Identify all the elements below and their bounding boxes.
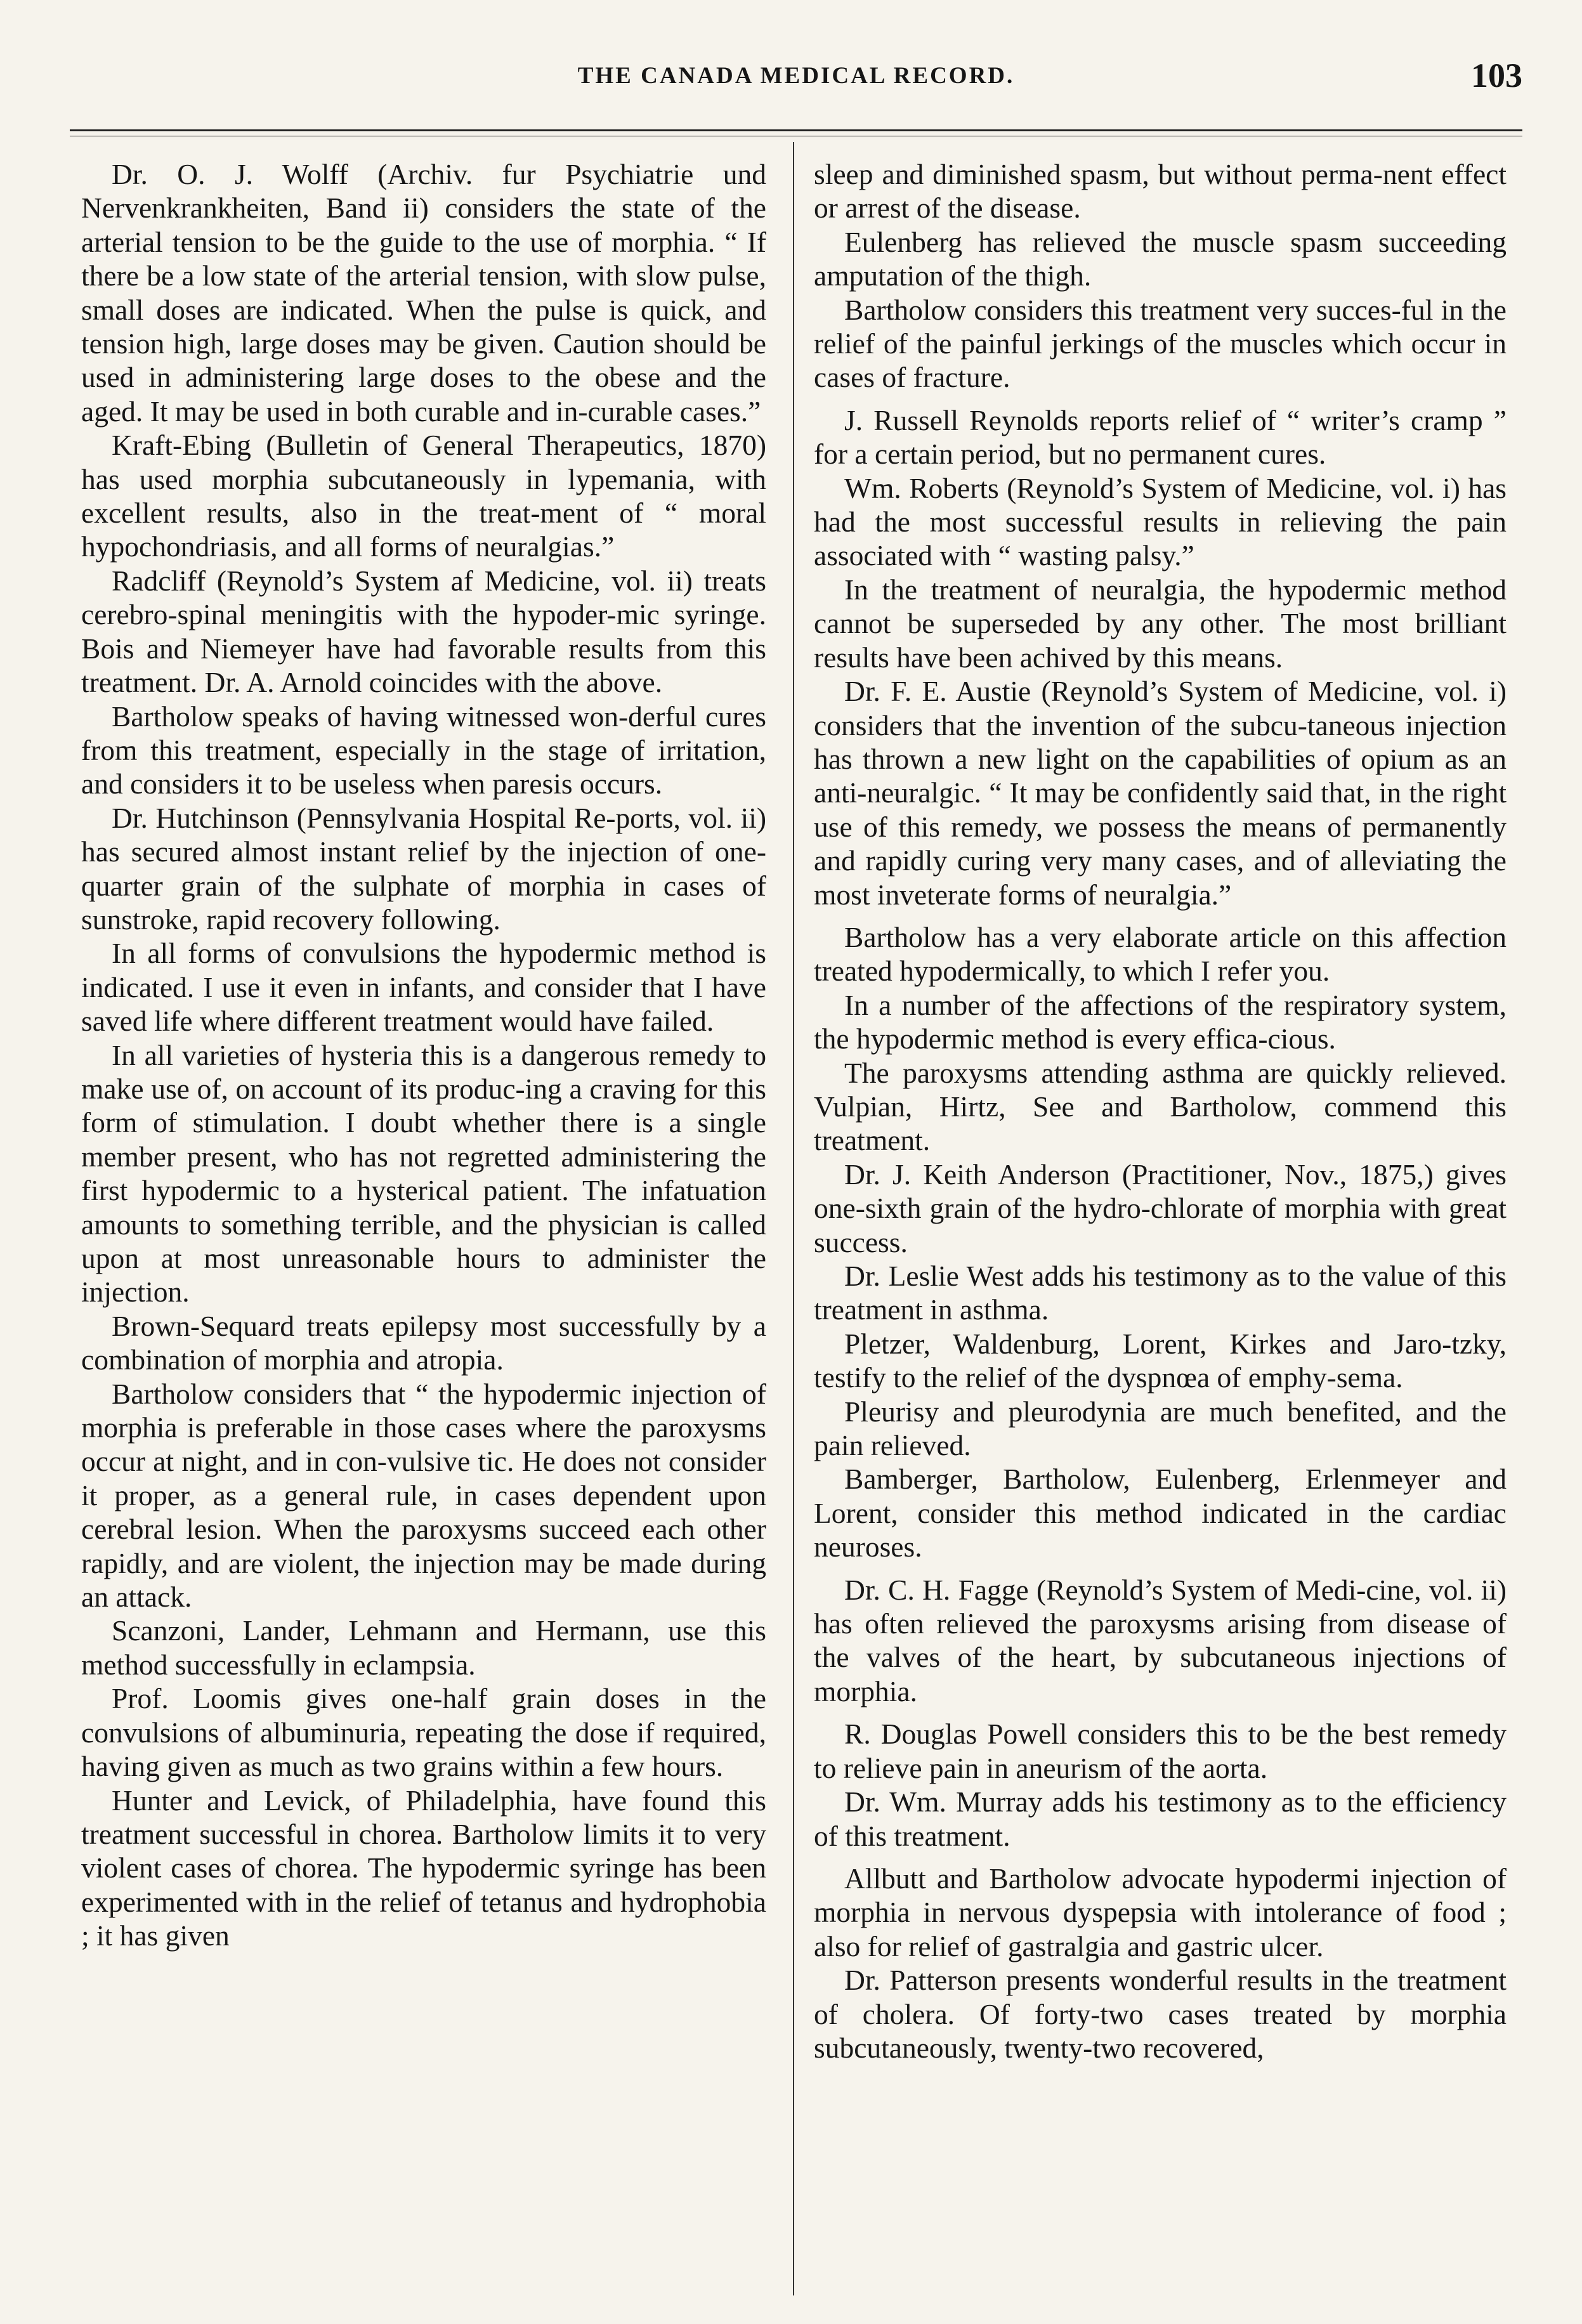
column-divider (793, 142, 794, 2295)
header-rule (70, 129, 1522, 131)
running-title: THE CANADA MEDICAL RECORD. (577, 63, 1015, 89)
paragraph: Dr. C. H. Fagge (Reynold’s System of Medi-cine, vol. ii) has often relieved the paroxysms arising from disease of the valves of the heart, by subcutaneous injections of morphia. (814, 1573, 1507, 1707)
paragraph: Wm. Roberts (Reynold’s System of Medicine, vol. i) has had the most successful results in relieving the pain associated with “ wasting palsy.” (814, 471, 1507, 572)
paragraph: Dr. Patterson presents wonderful results in the treatment of cholera. Of forty-two cases treated by morphia subcutaneously, twenty-two recovered, (814, 1964, 1507, 2064)
paragraph: Bamberger, Bartholow, Eulenberg, Erlenmeyer and Lorent, consider this method indicated in the cardiac neuroses. (814, 1463, 1507, 1563)
paragraph: Bartholow speaks of having witnessed won-derful cures from this treatment, especially in the stage of irritation, and considers it to be useless when paresis occurs. (81, 700, 766, 800)
paragraph: Scanzoni, Lander, Lehmann and Hermann, use this method successfully in eclampsia. (81, 1614, 766, 1681)
paragraph: In the treatment of neuralgia, the hypodermic method cannot be superseded by any other. The most brilliant results have been achived by this means. (814, 573, 1507, 674)
paragraph: Dr. O. J. Wolff (Archiv. fur Psychiatrie und Nervenkrankheiten, Band ii) considers the state of the arterial tension to be the guide to the use of morphia. “ If there be a low state of the arterial tension, with slow pulse, small doses are indicated. When the pulse is quick, and tension high, large doses may be given. Caution should be used in administering large doses to the obese and the aged. It may be used in both curable and in-curable cases.” (81, 158, 766, 428)
paragraph: R. Douglas Powell considers this to be the best remedy to relieve pain in aneurism of the aorta. (814, 1718, 1507, 1784)
paragraph: Kraft-Ebing (Bulletin of General Therapeutics, 1870) has used morphia subcutaneously in lypemania, with excellent results, also in the treat-ment of “ moral hypochondriasis, and all forms of neuralgias.” (81, 429, 766, 563)
paragraph: Dr. Hutchinson (Pennsylvania Hospital Re-ports, vol. ii) has secured almost instant relief by the injection of one-quarter grain of the sulphate of morphia in cases of sunstroke, rapid recovery following. (81, 801, 766, 936)
paragraph: Hunter and Levick, of Philadelphia, have found this treatment successful in chorea. Bartholow limits it to very violent cases of chorea. The hypodermic syringe has been experimented with in the relief of tetanus and hydrophobia ; it has given (81, 1784, 766, 1952)
paragraph: Prof. Loomis gives one-half grain doses in the convulsions of albuminuria, repeating the dose if required, having given as much as two grains within a few hours. (81, 1682, 766, 1783)
paragraph: sleep and diminished spasm, but without perma-nent effect or arrest of the disease. (814, 158, 1507, 225)
paragraph: Bartholow has a very elaborate article on this affection treated hypodermically, to which I refer you. (814, 920, 1507, 988)
paragraph: Bartholow considers this treatment very succes-ful in the relief of the painful jerkings of the muscles which occur in cases of fracture. (814, 293, 1507, 394)
paragraph: Dr. J. Keith Anderson (Practitioner, Nov., 1875,) gives one-sixth grain of the hydro-chlorate of morphia with great success. (814, 1158, 1507, 1258)
paragraph: In a number of the affections of the respiratory system, the hypodermic method is every effica-cious. (814, 988, 1507, 1055)
paragraph: Radcliff (Reynold’s System af Medicine, vol. ii) treats cerebro-spinal meningitis with the hypoder-mic syringe. Bois and Niemeyer have had favorable results from this treatment. Dr. A. Arnold coincides with the above. (81, 564, 766, 699)
paragraph: Bartholow considers that “ the hypodermic injection of morphia is preferable in those cases where the paroxysms occur at night, and in con-vulsive tic. He does not consider it proper, as a general rule, in cases dependent upon cerebral lesion. When the paroxysms succeed each other rapidly, and are violent, the injection may be made during an attack. (81, 1377, 766, 1614)
paragraph: Dr. Leslie West adds his testimony as to the value of this treatment in asthma. (814, 1260, 1507, 1326)
paragraph: Pleurisy and pleurodynia are much benefited, and the pain relieved. (814, 1395, 1507, 1462)
paragraph: Pletzer, Waldenburg, Lorent, Kirkes and Jaro-tzky, testify to the relief of the dyspnœa of emphy-sema. (814, 1327, 1507, 1394)
paragraph: In all forms of convulsions the hypodermic method is indicated. I use it even in infants, and consider that I have saved life where different treatment would have failed. (81, 937, 766, 1038)
paragraph: Dr. F. E. Austie (Reynold’s System of Medicine, vol. i) considers that the invention of the subcu-taneous injection has thrown a new light on the capabilities of opium as an anti-neuralgic. “ It may be confidently said that, in the right use of this remedy, we possess the means of permanently and rapidly curing very many cases, and of alleviating the most inveterate forms of neuralgia.” (814, 675, 1507, 911)
paragraph: Dr. Wm. Murray adds his testimony as to the efficiency of this treatment. (814, 1785, 1507, 1852)
paragraph: J. Russell Reynolds reports relief of “ writer’s cramp ” for a certain period, but no permanent cures. (814, 403, 1507, 471)
paragraph: In all varieties of hysteria this is a dangerous remedy to make use of, on account of its produc-ing a craving for this form of stimulation. I doubt whether there is a single member present, who has not regretted administering the first hypodermic to a hysterical patient. The infatuation amounts to something terrible, and the physician is called upon at most unreasonable hours to administer the injection. (81, 1038, 766, 1309)
page-number: 103 (1471, 56, 1522, 95)
paragraph: Allbutt and Bartholow advocate hypodermi injection of morphia in nervous dyspepsia with intolerance of food ; also for relief of gastralgia and gastric ulcer. (814, 1862, 1507, 1962)
paragraph: The paroxysms attending asthma are quickly relieved. Vulpian, Hirtz, See and Bartholow, commend this treatment. (814, 1056, 1507, 1157)
left-column (81, 157, 766, 2308)
paragraph: Brown-Sequard treats epilepsy most successfully by a combination of morphia and atropia. (81, 1309, 766, 1376)
right-column (814, 157, 1507, 2308)
paragraph: Eulenberg has relieved the muscle spasm succeeding amputation of the thigh. (814, 225, 1507, 292)
page-header (70, 58, 1522, 108)
